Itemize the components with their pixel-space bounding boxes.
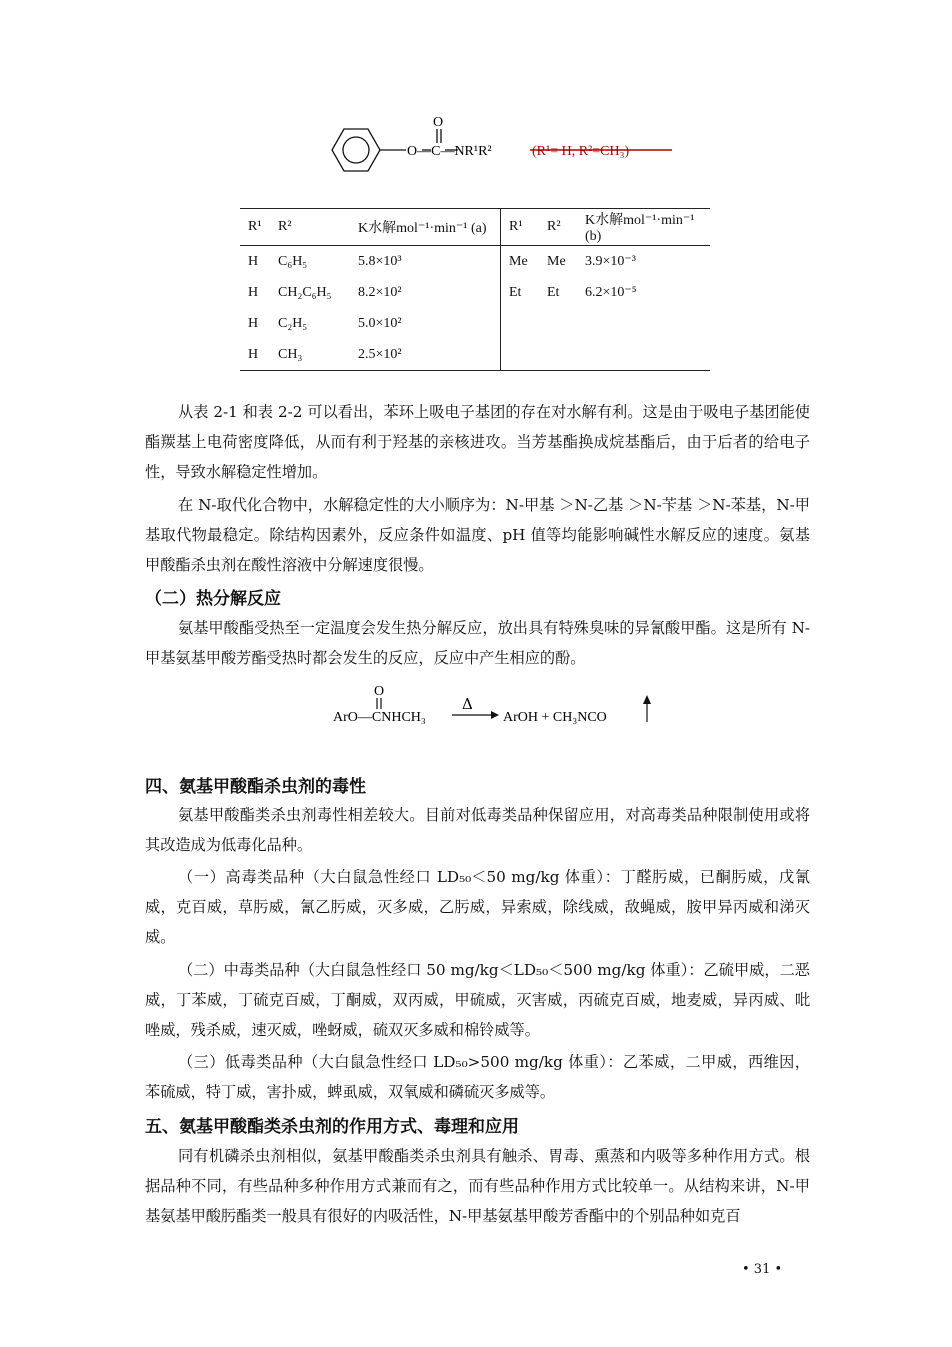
- table-cell: 2.5×10²: [358, 339, 501, 371]
- table-row: [240, 308, 710, 339]
- table-cell: 8.2×10²: [358, 277, 501, 308]
- phenyl-carbamate-structure: [320, 110, 690, 180]
- carbonyl-oxygen-label: O: [433, 115, 444, 130]
- paragraph-medium-toxicity: （二）中毒类品种（大白鼠急性经口 50 mg/kg＜LD₅₀＜500 mg/kg 体重）：乙硫甲威，二恶威，丁苯威，丁硫克百威，丁酮威，双丙威，甲硫威，灭害威，丙硫克百威，地麦威，异丙威、吡唑威，残杀威，速灭威，唑蚜威，硫双灭多威和棉铃威等。: [145, 961, 810, 1039]
- header-cell: K水解mol⁻¹·min⁻¹ (a): [358, 209, 501, 246]
- paragraph-toxicity-overview: 氨基甲酸酯类杀虫剂毒性相差较大。目前对低毒类品种保留应用，对高毒类品种限制使用或将其改造成为低毒化品种。: [145, 806, 810, 854]
- table-cell: H: [248, 346, 259, 362]
- table-cell: C₂H₅: [278, 315, 308, 331]
- table-header-row: [240, 209, 710, 246]
- table-row: [240, 277, 710, 308]
- page-number: • 31 •: [742, 1262, 783, 1277]
- table-row: [240, 339, 710, 371]
- header-cell: K水解mol⁻¹·min⁻¹ (b): [585, 213, 695, 244]
- reaction-oxygen-label: O: [374, 684, 385, 699]
- table-cell: C₆H₅: [278, 253, 308, 269]
- table-cell: [585, 339, 710, 371]
- carbamate-group-label: O—C—NR¹R²: [407, 144, 492, 159]
- table-cell: H: [248, 284, 259, 300]
- table-cell: 5.8×10³: [358, 246, 501, 278]
- table-cell: H: [248, 315, 259, 331]
- table-cell: [501, 339, 548, 371]
- table-cell: [547, 339, 585, 371]
- paragraph-low-toxicity: （三）低毒类品种（大白鼠急性经口 LD₅₀>500 mg/kg 体重）：乙苯威，二甲威，西维因，苯硫威，特丁威，害扑威，蜱虱威，双氧威和磷硫灭多威等。: [145, 1053, 810, 1101]
- benzene-ring: [332, 129, 380, 171]
- table-cell: Et: [547, 284, 560, 300]
- table-cell: CH₃: [278, 346, 303, 362]
- paragraph-n-substitution: 在 N-取代化合物中，水解稳定性的大小顺序为：N-甲基 ＞N-乙基 ＞N-苄基 ＞N-苯基，N-甲基取代物最稳定。除结构因素外，反应条件如温度、pH 值等均能影响碱性水解反应的速度。氨基甲酸酯杀虫剂在酸性溶液中分解速度很慢。: [145, 496, 810, 574]
- reaction-products: ArOH + CH₃NCO: [503, 710, 607, 725]
- paragraph-mode-of-action: 同有机磷杀虫剂相似，氨基甲酸酯类杀虫剂具有触杀、胃毒、熏蒸和内吸等多种作用方式。根据品种不同，有些品种多种作用方式兼而有之，而有些品种作用方式比较单一。从结构来讲，N-甲基氨基甲酸肟酯类一般具有很好的内吸活性，N-甲基氨基甲酸芳香酯中的个别品种如克百: [145, 1147, 810, 1225]
- reactant-formula: ArO—CNHCH₃: [333, 710, 426, 725]
- heading-thermal-decomposition: （二）热分解反应: [145, 589, 281, 609]
- table-cell: Me: [509, 253, 528, 269]
- paragraph-high-toxicity: （一）高毒类品种（大白鼠急性经口 LD₅₀＜50 mg/kg 体重）：丁醛肟威，已酮肟威，戊氰威，克百威，草肟威，氰乙肟威，灭多威，乙肟威，异索威，除线威，敌蝇威，胺甲异丙威和涕灭威。: [145, 868, 810, 946]
- heading-toxicity: 四、氨基甲酸酯杀虫剂的毒性: [145, 777, 366, 797]
- table-cell: 6.2×10⁻⁵: [585, 285, 637, 300]
- paragraph-thermal: 氨基甲酸酯受热至一定温度会发生热分解反应，放出具有特殊臭味的异氰酸甲酯。这是所有 N-甲基氨基甲酸芳酯受热时都会发生的反应，反应中产生相应的酚。: [145, 619, 810, 667]
- heat-condition-label: Δ: [462, 695, 473, 713]
- table-cell: 5.0×10²: [358, 308, 501, 339]
- header-cell: R²: [278, 219, 292, 234]
- header-cell: R²: [547, 219, 561, 234]
- table-cell: [501, 308, 548, 339]
- table-cell: H: [248, 253, 259, 269]
- header-cell: R¹: [509, 219, 523, 234]
- table-cell: Et: [509, 284, 522, 300]
- hydrolysis-rate-table: [240, 208, 710, 371]
- table-cell: [547, 308, 585, 339]
- table-row: [240, 246, 710, 278]
- heading-mode-of-action: 五、氨基甲酸酯类杀虫剂的作用方式、毒理和应用: [145, 1117, 519, 1137]
- table-cell: Me: [547, 253, 566, 269]
- header-cell: R¹: [248, 219, 262, 234]
- thermal-reaction-equation: [325, 678, 675, 734]
- table-cell: CH₂C₆H₅: [278, 284, 332, 300]
- paragraph-substituent-effect: 从表 2-1 和表 2-2 可以看出，苯环上吸电子基团的存在对水解有利。这是由于吸电子基团能使酯羰基上电荷密度降低，从而有利于羟基的亲核进攻。当芳基酯换成烷基酯后，由于后者的给电子性，导致水解稳定性增加。: [145, 403, 810, 481]
- table-cell: [585, 308, 710, 339]
- table-cell: 3.9×10⁻³: [585, 254, 636, 269]
- struck-condition-text: (R¹= H, R²=CH₃): [532, 144, 630, 159]
